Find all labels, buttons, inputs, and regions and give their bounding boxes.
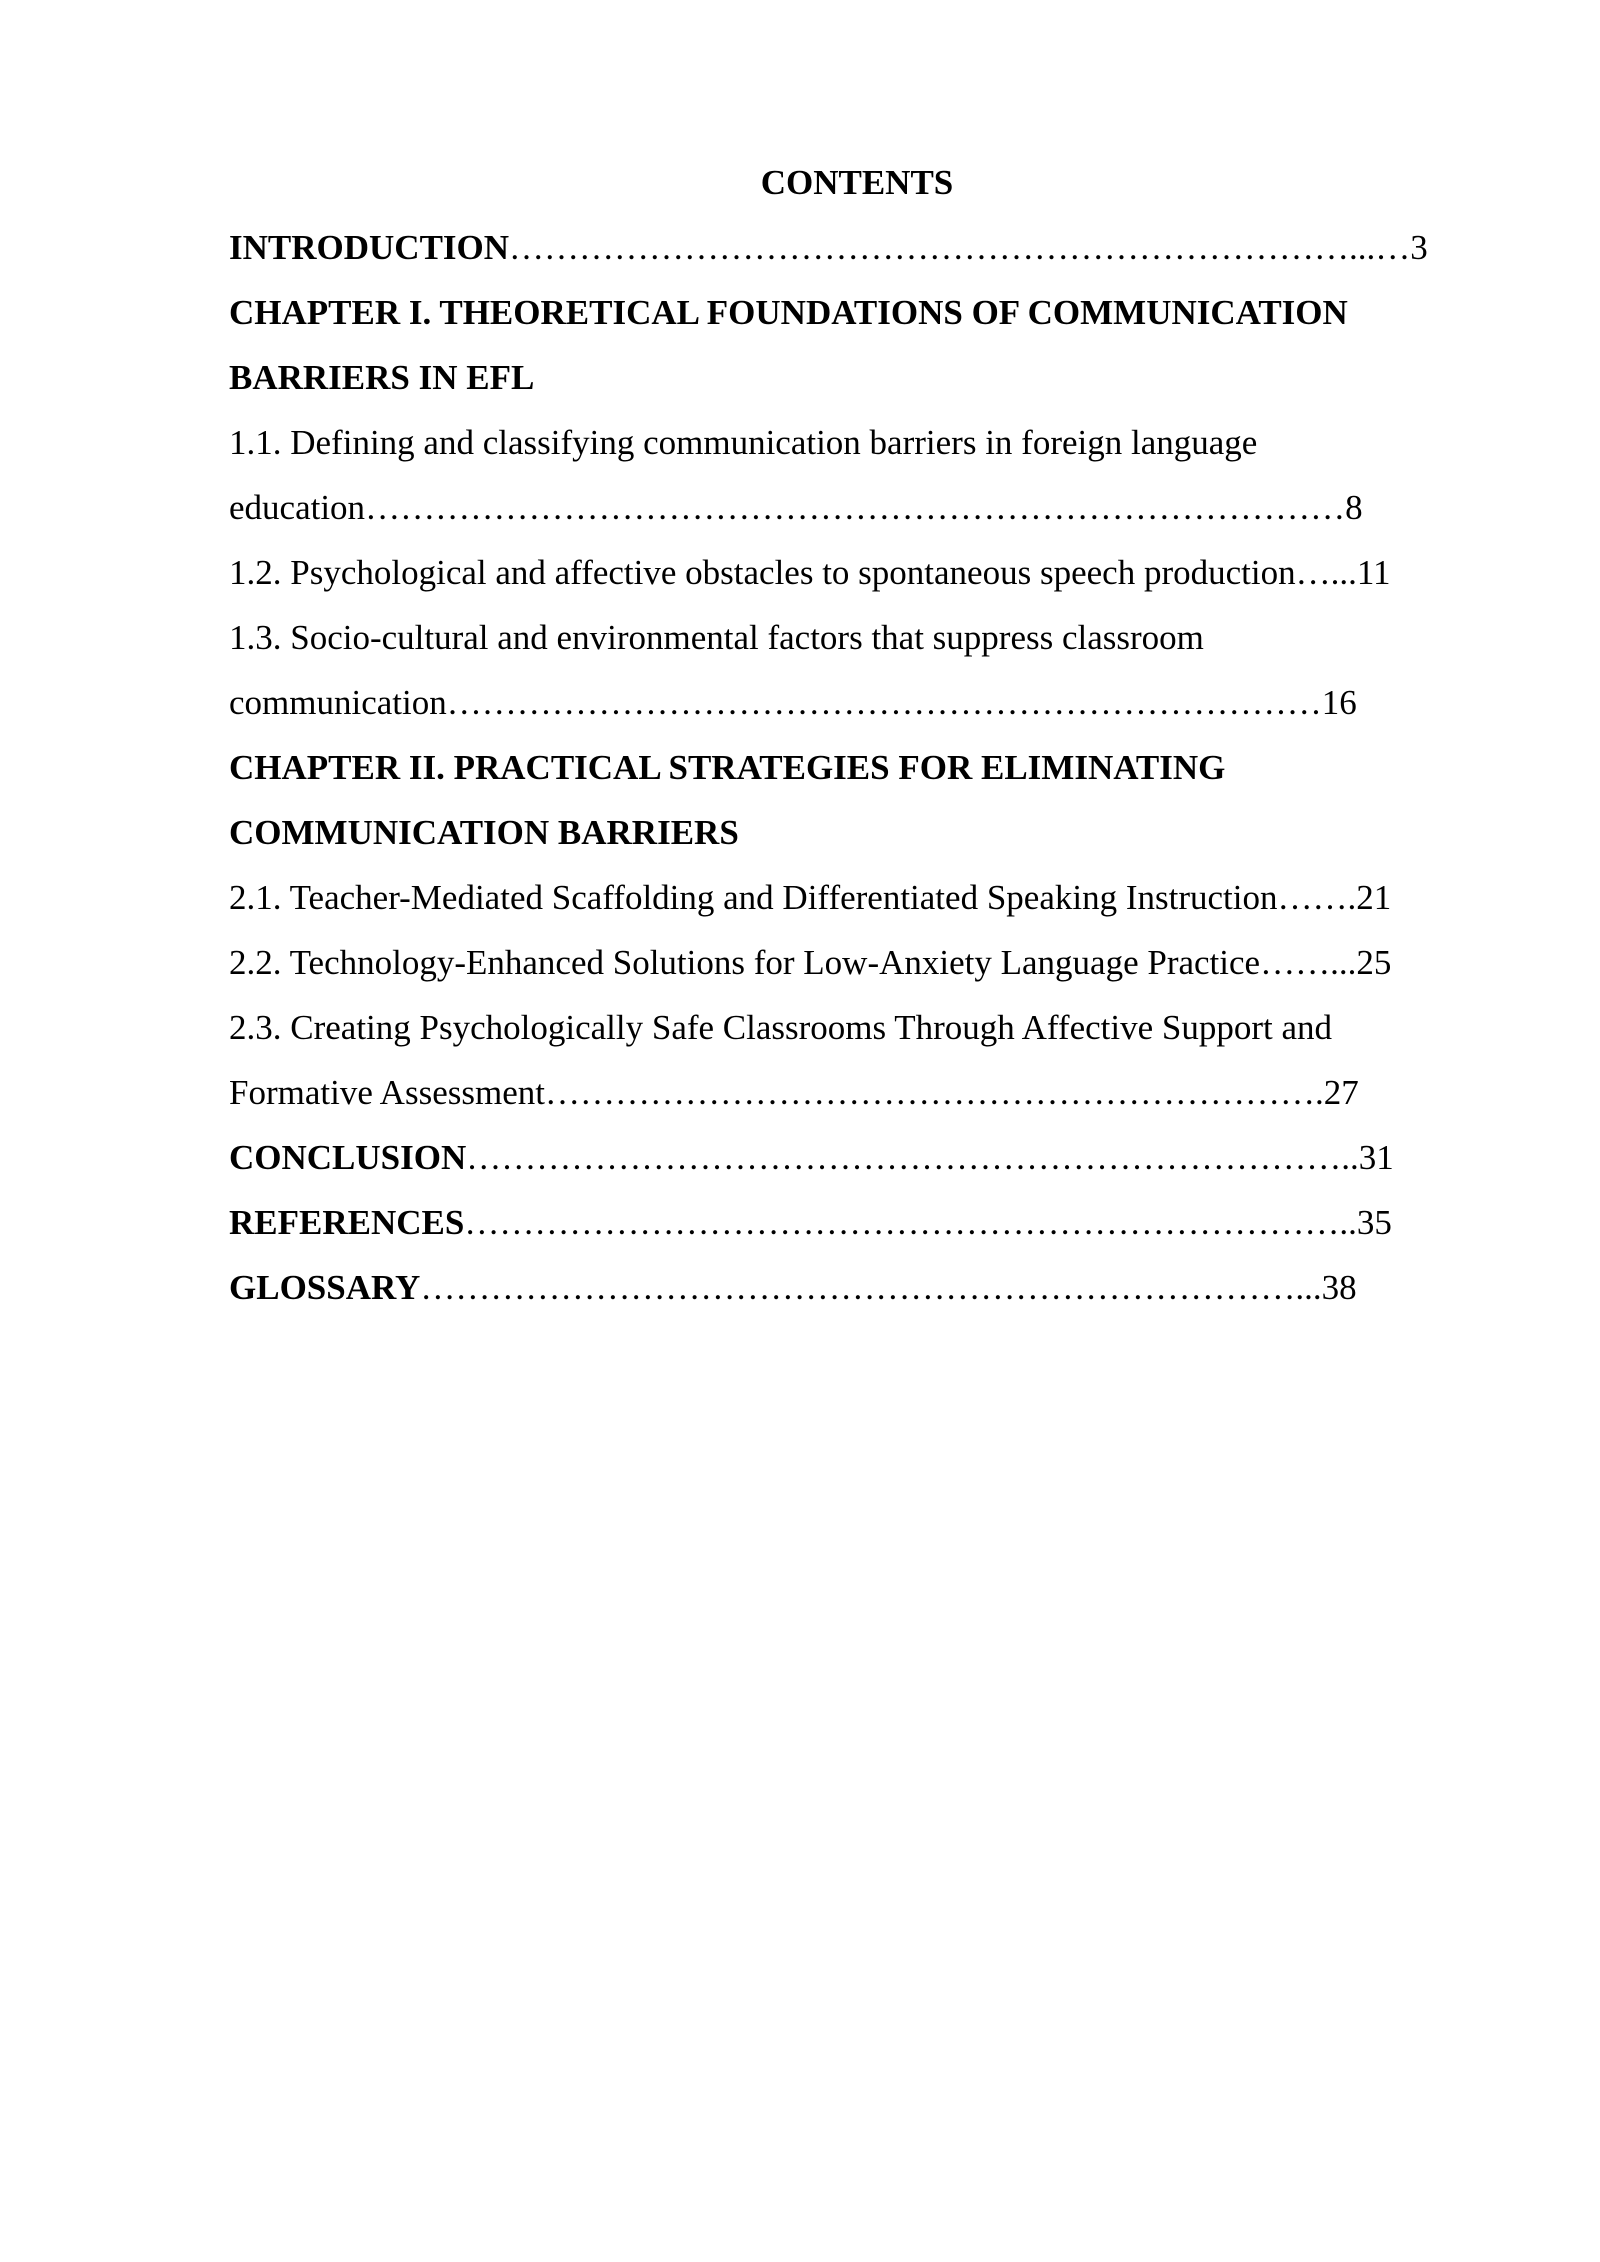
toc-entry-text: 1.1. Defining and classifying communication barriers in foreign language bbox=[229, 423, 1258, 462]
toc-entry-text: GLOSSARY bbox=[229, 1268, 421, 1307]
toc-entry-leader: …………………………………………………………………..31 bbox=[466, 1138, 1394, 1177]
toc-entry-text: COMMUNICATION BARRIERS bbox=[229, 813, 739, 852]
toc-line-chapter-1-heading-cont bbox=[229, 345, 1485, 410]
toc-line-chapter-1-heading bbox=[229, 280, 1485, 345]
toc-entry-text: 2.3. Creating Psychologically Safe Classrooms Through Affective Support and bbox=[229, 1008, 1332, 1047]
toc-entry-leader: …...11 bbox=[1295, 553, 1391, 592]
toc-entry-text: CONCLUSION bbox=[229, 1138, 467, 1177]
toc-entry-text: INTRODUCTION bbox=[229, 228, 510, 267]
toc-line-section-2-1 bbox=[229, 865, 1485, 930]
toc-entry-text: 2.2. Technology-Enhanced Solutions for Low-Anxiety Language Practice bbox=[229, 943, 1261, 982]
toc-line-section-1-2 bbox=[229, 540, 1485, 605]
toc-line-chapter-2-heading bbox=[229, 735, 1485, 800]
document-page bbox=[229, 150, 1485, 1320]
toc-entry-text: CHAPTER I. THEORETICAL FOUNDATIONS OF COMMUNICATION bbox=[229, 293, 1348, 332]
toc-entry-leader: …………………………………………………………………16 bbox=[446, 683, 1357, 722]
toc-entry-text: Formative Assessment bbox=[229, 1073, 545, 1112]
toc-line-chapter-2-heading-cont bbox=[229, 800, 1485, 865]
toc-line-conclusion bbox=[229, 1125, 1485, 1190]
toc-entry-leader: …….21 bbox=[1277, 878, 1392, 917]
toc-line-section-1-1 bbox=[229, 410, 1485, 475]
toc-entry-leader: ……...25 bbox=[1260, 943, 1392, 982]
toc-entry-text: 2.1. Teacher-Mediated Scaffolding and Differentiated Speaking Instruction bbox=[229, 878, 1278, 917]
toc-entry-leader: …………………………………………………………………...38 bbox=[420, 1268, 1357, 1307]
toc-entry-leader: ………………………………………………………….27 bbox=[544, 1073, 1359, 1112]
toc-line-section-2-3 bbox=[229, 995, 1485, 1060]
toc-line-section-2-2 bbox=[229, 930, 1485, 995]
toc-line-introduction bbox=[229, 215, 1485, 280]
toc-entry-text: communication bbox=[229, 683, 447, 722]
toc-line-glossary bbox=[229, 1255, 1485, 1320]
contents-title: CONTENTS bbox=[760, 163, 954, 202]
toc-entry-text: CHAPTER II. PRACTICAL STRATEGIES FOR ELIMINATING bbox=[229, 748, 1226, 787]
toc-entry-text: education bbox=[229, 488, 366, 527]
toc-line-section-1-3 bbox=[229, 605, 1485, 670]
toc-entry-text: REFERENCES bbox=[229, 1203, 465, 1242]
toc-line-section-1-3-cont bbox=[229, 670, 1485, 735]
toc-entry-leader: …………………………………………………………………………8 bbox=[365, 488, 1363, 527]
toc-line-section-2-3-cont bbox=[229, 1060, 1485, 1125]
toc-entry-text: 1.2. Psychological and affective obstacles to spontaneous speech production bbox=[229, 553, 1296, 592]
toc-line-references bbox=[229, 1190, 1485, 1255]
toc-entry-text: BARRIERS IN EFL bbox=[229, 358, 535, 397]
toc-entry-text: 1.3. Socio-cultural and environmental factors that suppress classroom bbox=[229, 618, 1204, 657]
toc-entry-leader: …………………………………………………………………..35 bbox=[464, 1203, 1392, 1242]
toc-line-section-1-1-cont bbox=[229, 475, 1485, 540]
toc-entry-leader: ………………………………………………………………...…3 bbox=[509, 228, 1428, 267]
